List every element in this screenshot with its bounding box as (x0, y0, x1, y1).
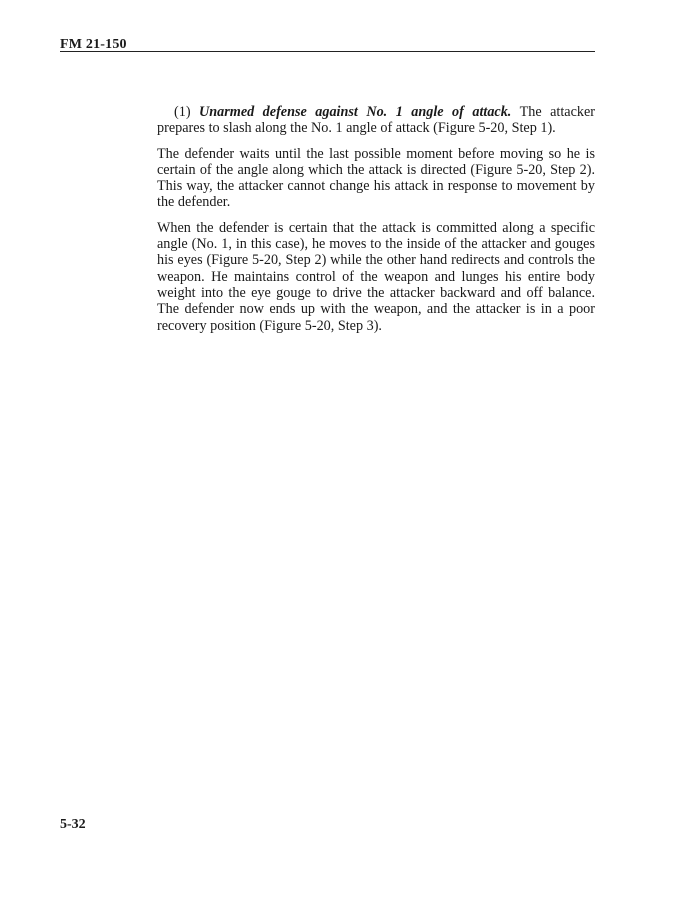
paragraph-1-number: (1) (174, 104, 200, 120)
paragraph-1 (157, 104, 595, 137)
paragraph-2: The defender waits until the last possible moment before moving so he is certain of the angle along which the attack is directed (Figure 5-20, Step 2). This way, the attacker cannot change his attack in response to movement by the defender. (157, 145, 595, 211)
body-text (157, 104, 595, 343)
paragraph-1-lead-in: Unarmed defense against No. 1 angle of attack. (199, 104, 512, 120)
paragraph-3: When the defender is certain that the attack is committed along a specific angle (No. 1, in this case), he moves to the inside of the attacker and gouges his eyes (Figure 5-20, Step 2) while the other hand redirects and controls the weapon. He maintains control of the weapon and lunges his entire body weight into the eye gouge to drive the attacker backward and off balance. The defender now ends up with the weapon, and the attacker is in a poor recovery position (Figure 5-20, Step 3). (157, 219, 595, 334)
header-divider (60, 51, 595, 52)
manual-id-header: FM 21-150 (60, 37, 127, 52)
page-number: 5-32 (60, 817, 86, 832)
paragraph-1-text: The attacker prepares to slash along the No. 1 angle of attack (Figure 5-20, Step 1). (157, 104, 596, 137)
